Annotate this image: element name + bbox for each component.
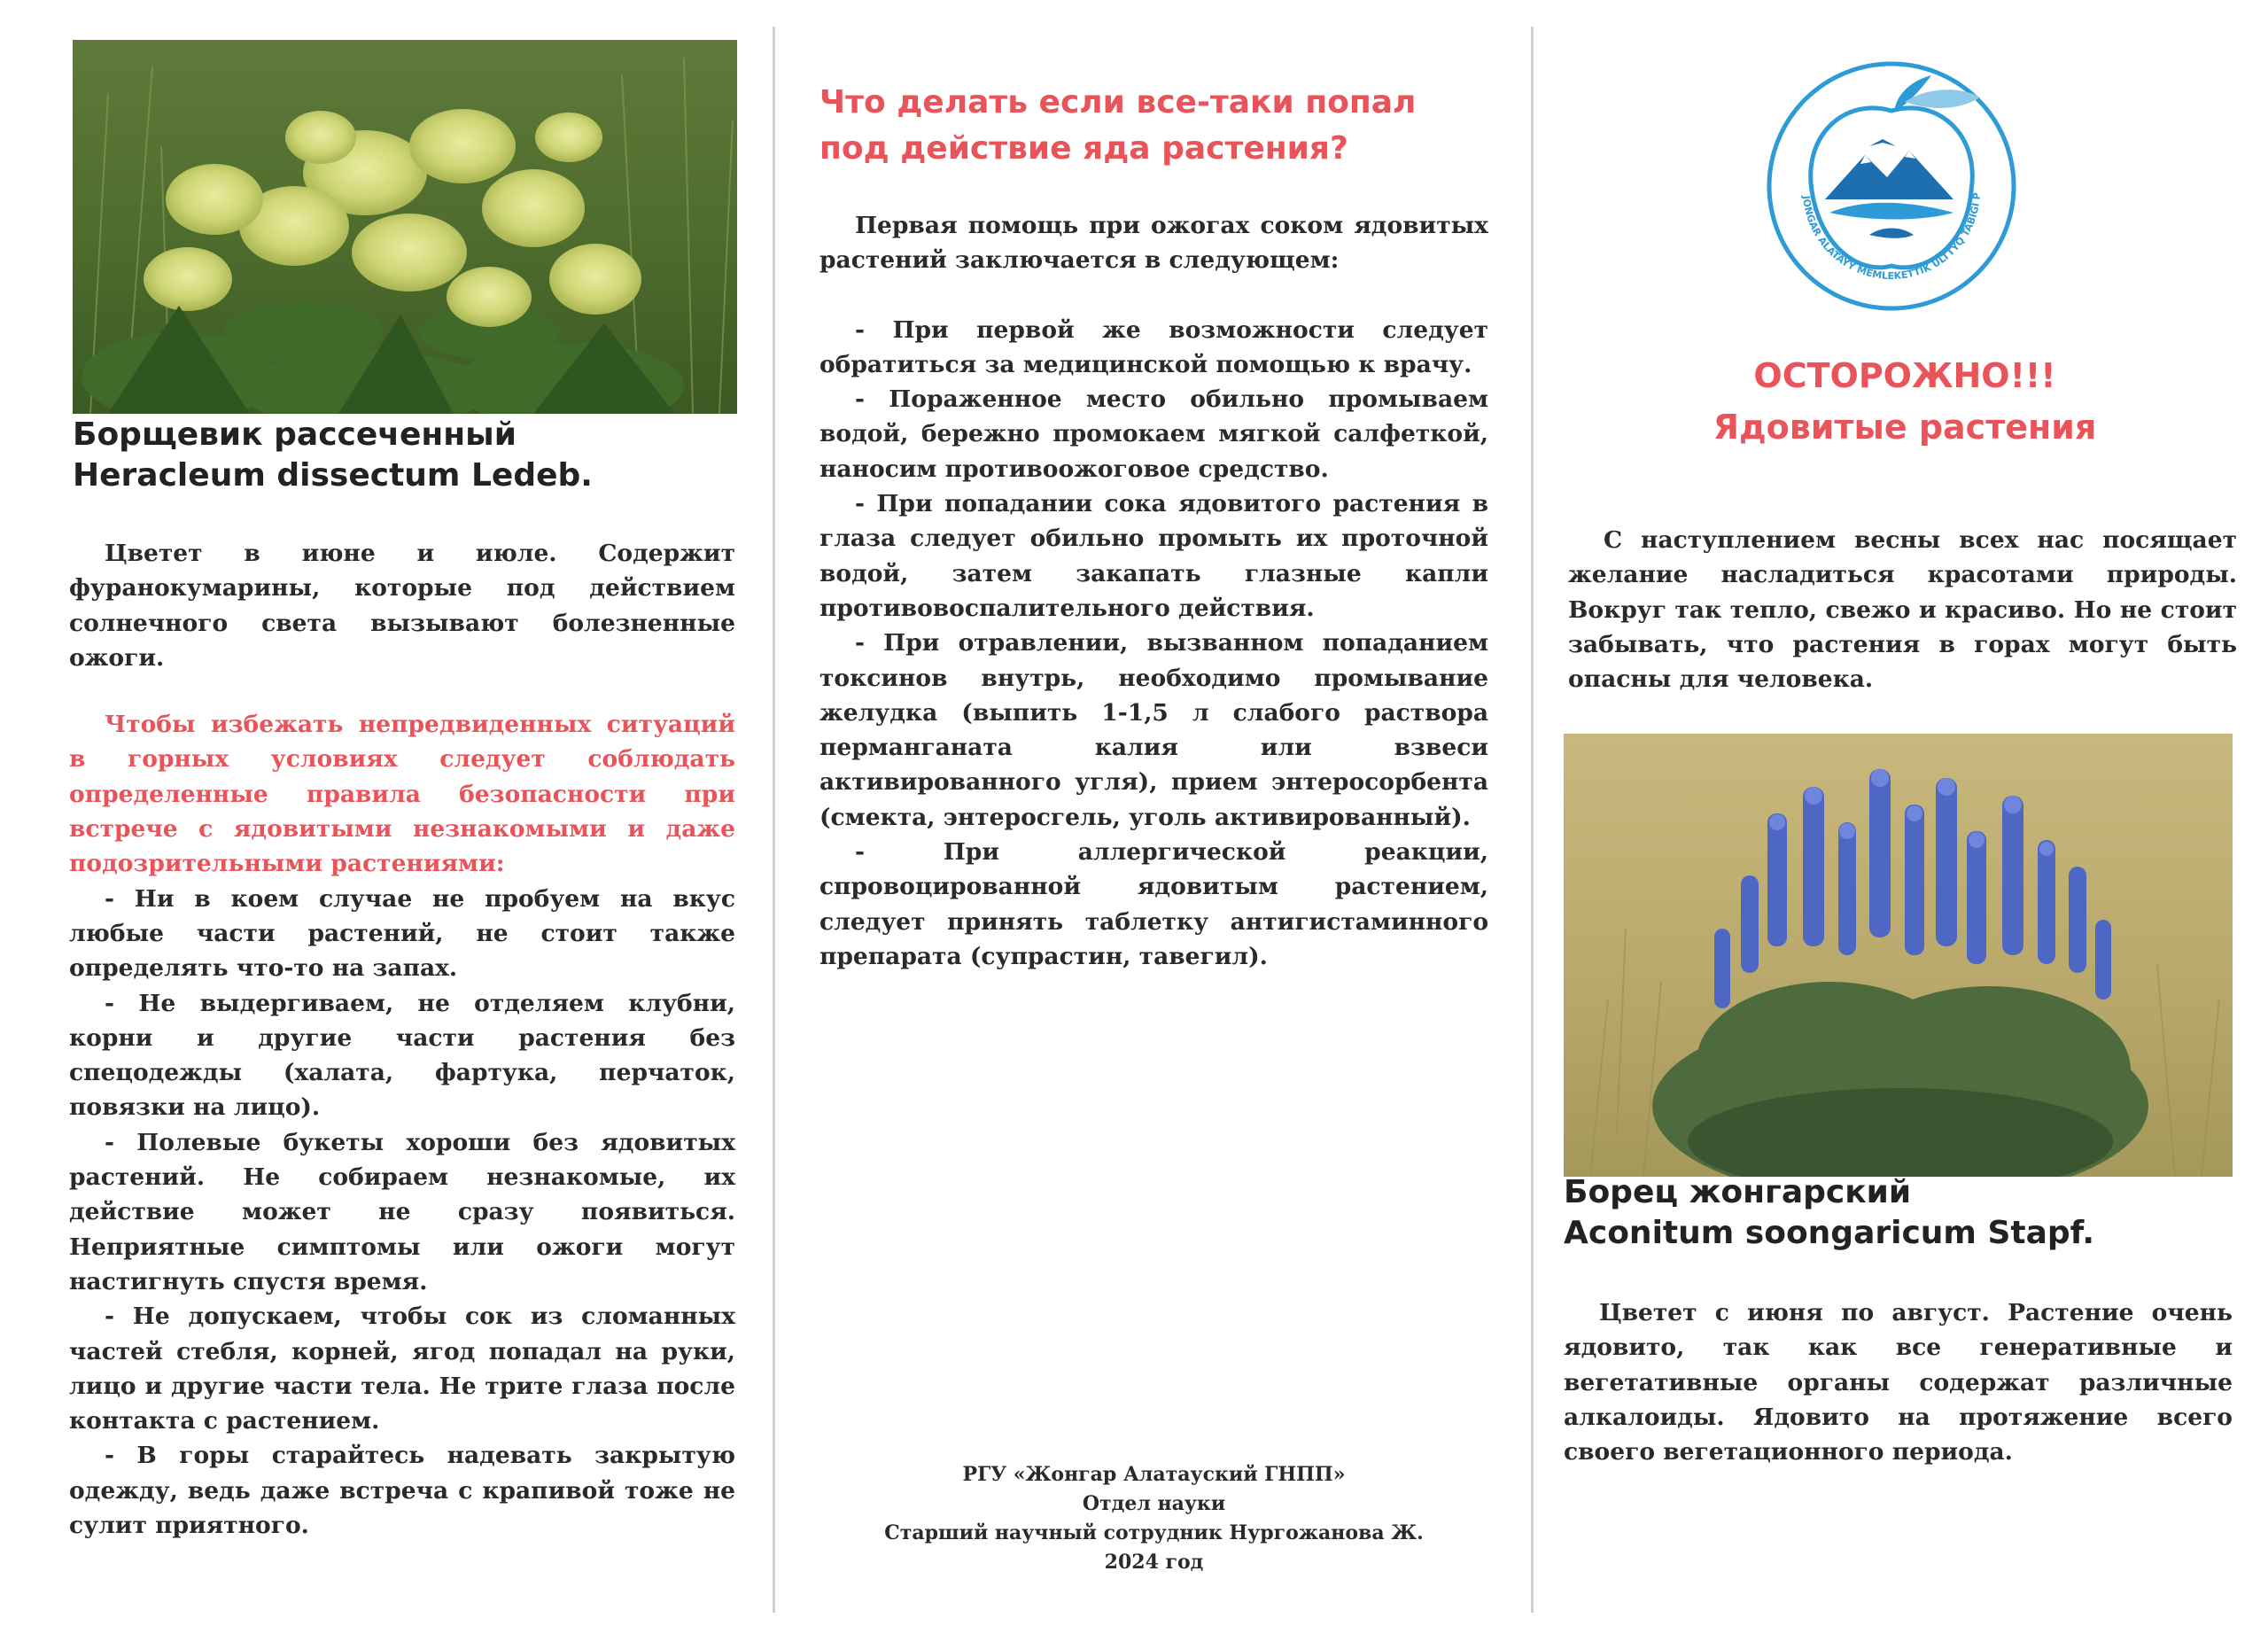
heracleum-name-block <box>73 415 737 496</box>
safety-rule: - В горы старайтесь надевать закрытую одежду, ведь даже встреча с крапивой тоже не сулит приятного. <box>69 1442 735 1540</box>
first-aid-step: - При отравлении, вызванном попаданием токсинов внутрь, необходимо промывание желудка (выпить 1-1,5 л слабого раствора перманганата калия или взвеси активированного угля), прием энтеросорбента (смекта, энтеросгель, уголь активированный). <box>819 629 1488 831</box>
safety-rule: - Не допускаем, чтобы сок из сломанных частей стебля, корней, ягод попадал на руки, лицо и другие части тела. Не трите глаза после контакта с растением. <box>69 1303 735 1435</box>
logo-arc-text: JOŃGAR ALATAÝY MEMLEKETTIK ULTTYQ TABIĞI P <box>1800 192 1983 283</box>
first-aid-step: - При аллергической реакции, спровоцированной ядовитым растением, следует принять таблетку антигистаминного препарата (супрастин, тавегил). <box>819 838 1488 970</box>
aconitum-text <box>1564 1295 2233 1469</box>
aconitum-latin-name: Aconitum soongaricum Stapf. <box>1564 1215 2095 1251</box>
heracleum-photo-image <box>73 40 737 414</box>
safety-intro: Чтобы избежать непредвиденных ситуаций в горных условиях следует соблюдать определенные правила безопасности при встрече с ядовитыми незнакомыми и даже подозрительными растениями: <box>69 711 735 878</box>
footer-author: Старший научный сотрудник Нургожанова Ж. <box>884 1521 1424 1544</box>
aconitum-name-block <box>1564 1172 2233 1254</box>
heracleum-latin-name: Heracleum dissectum Ledeb. <box>73 457 593 494</box>
footer-department: Отдел науки <box>1082 1492 1226 1515</box>
park-logo <box>1763 58 2020 315</box>
heracleum-photo <box>73 40 737 414</box>
warning-title <box>1577 350 2233 453</box>
aconitum-photo <box>1564 734 2233 1177</box>
footer-organization: РГУ «Жонгар Алатауский ГНПП» <box>962 1463 1346 1486</box>
spacer <box>69 675 735 707</box>
fold-line-left <box>773 27 775 1613</box>
heracleum-common-name: Борщевик рассеченный <box>73 416 517 453</box>
spacer <box>819 278 1488 313</box>
aconitum-common-name: Борец жонгарский <box>1564 1174 1912 1210</box>
warning-title-line2: Ядовитые растения <box>1713 408 2097 447</box>
park-logo-image <box>1763 58 2020 315</box>
right-intro-text <box>1568 523 2237 696</box>
middle-panel-text <box>819 208 1488 974</box>
heracleum-description: Цветет в июне и июле. Содержит фуранокумарины, которые под действием солнечного света вызывают болезненные ожоги. <box>69 540 735 672</box>
left-panel-text <box>69 536 735 1543</box>
footer-year: 2024 год <box>1104 1551 1204 1574</box>
first-aid-step: - При попадании сока ядовитого растения в глаза следует обильно промыть их проточной водой, затем закапать глазные капли противовоспалительного действия. <box>819 490 1488 622</box>
season-intro: С наступлением весны всех нас посящает желание насладиться красотами природы. Вокруг так тепло, свежо и красиво. Но не стоит забывать, что растения в горах могут быть опасны для человека. <box>1568 526 2237 694</box>
warning-title-line1: ОСТОРОЖНО!!! <box>1753 356 2056 395</box>
safety-rule: - Полевые букеты хороши без ядовитых растений. Не собираем незнакомые, их действие может не сразу появиться. Неприятные симптомы или ожоги могут настигнуть спустя время. <box>69 1128 735 1295</box>
safety-rule: - Ни в коем случае не пробуем на вкус любые части растений, не стоит также определять что-то на запах. <box>69 884 735 983</box>
first-aid-intro: Первая помощь при ожогах соком ядовитых растений заключается в следующем: <box>819 212 1488 275</box>
first-aid-step: - При первой же возможности следует обратиться за медицинской помощью к врачу. <box>819 315 1488 378</box>
aconitum-description: Цветет с июня по август. Растение очень ядовито, так как все генеративные и вегетативные органы содержат различные алкалоиды. Ядовито на протяжение всего своего вегетационного периода. <box>1564 1299 2233 1466</box>
first-aid-heading: Что делать если все-таки попал под действие яда растения? <box>819 84 1417 167</box>
first-aid-step: - Пораженное место обильно промываем водой, бережно промокаем мягкой салфеткой, наносим противоожоговое средство. <box>819 385 1488 483</box>
safety-rule: - Не выдергиваем, не отделяем клубни, корни и другие части растения без спецодежды (халата, фартука, перчаток, повязки на лицо). <box>69 989 735 1122</box>
publisher-footer <box>819 1460 1488 1577</box>
aconitum-photo-image <box>1564 734 2233 1177</box>
fold-line-right <box>1531 27 1534 1613</box>
